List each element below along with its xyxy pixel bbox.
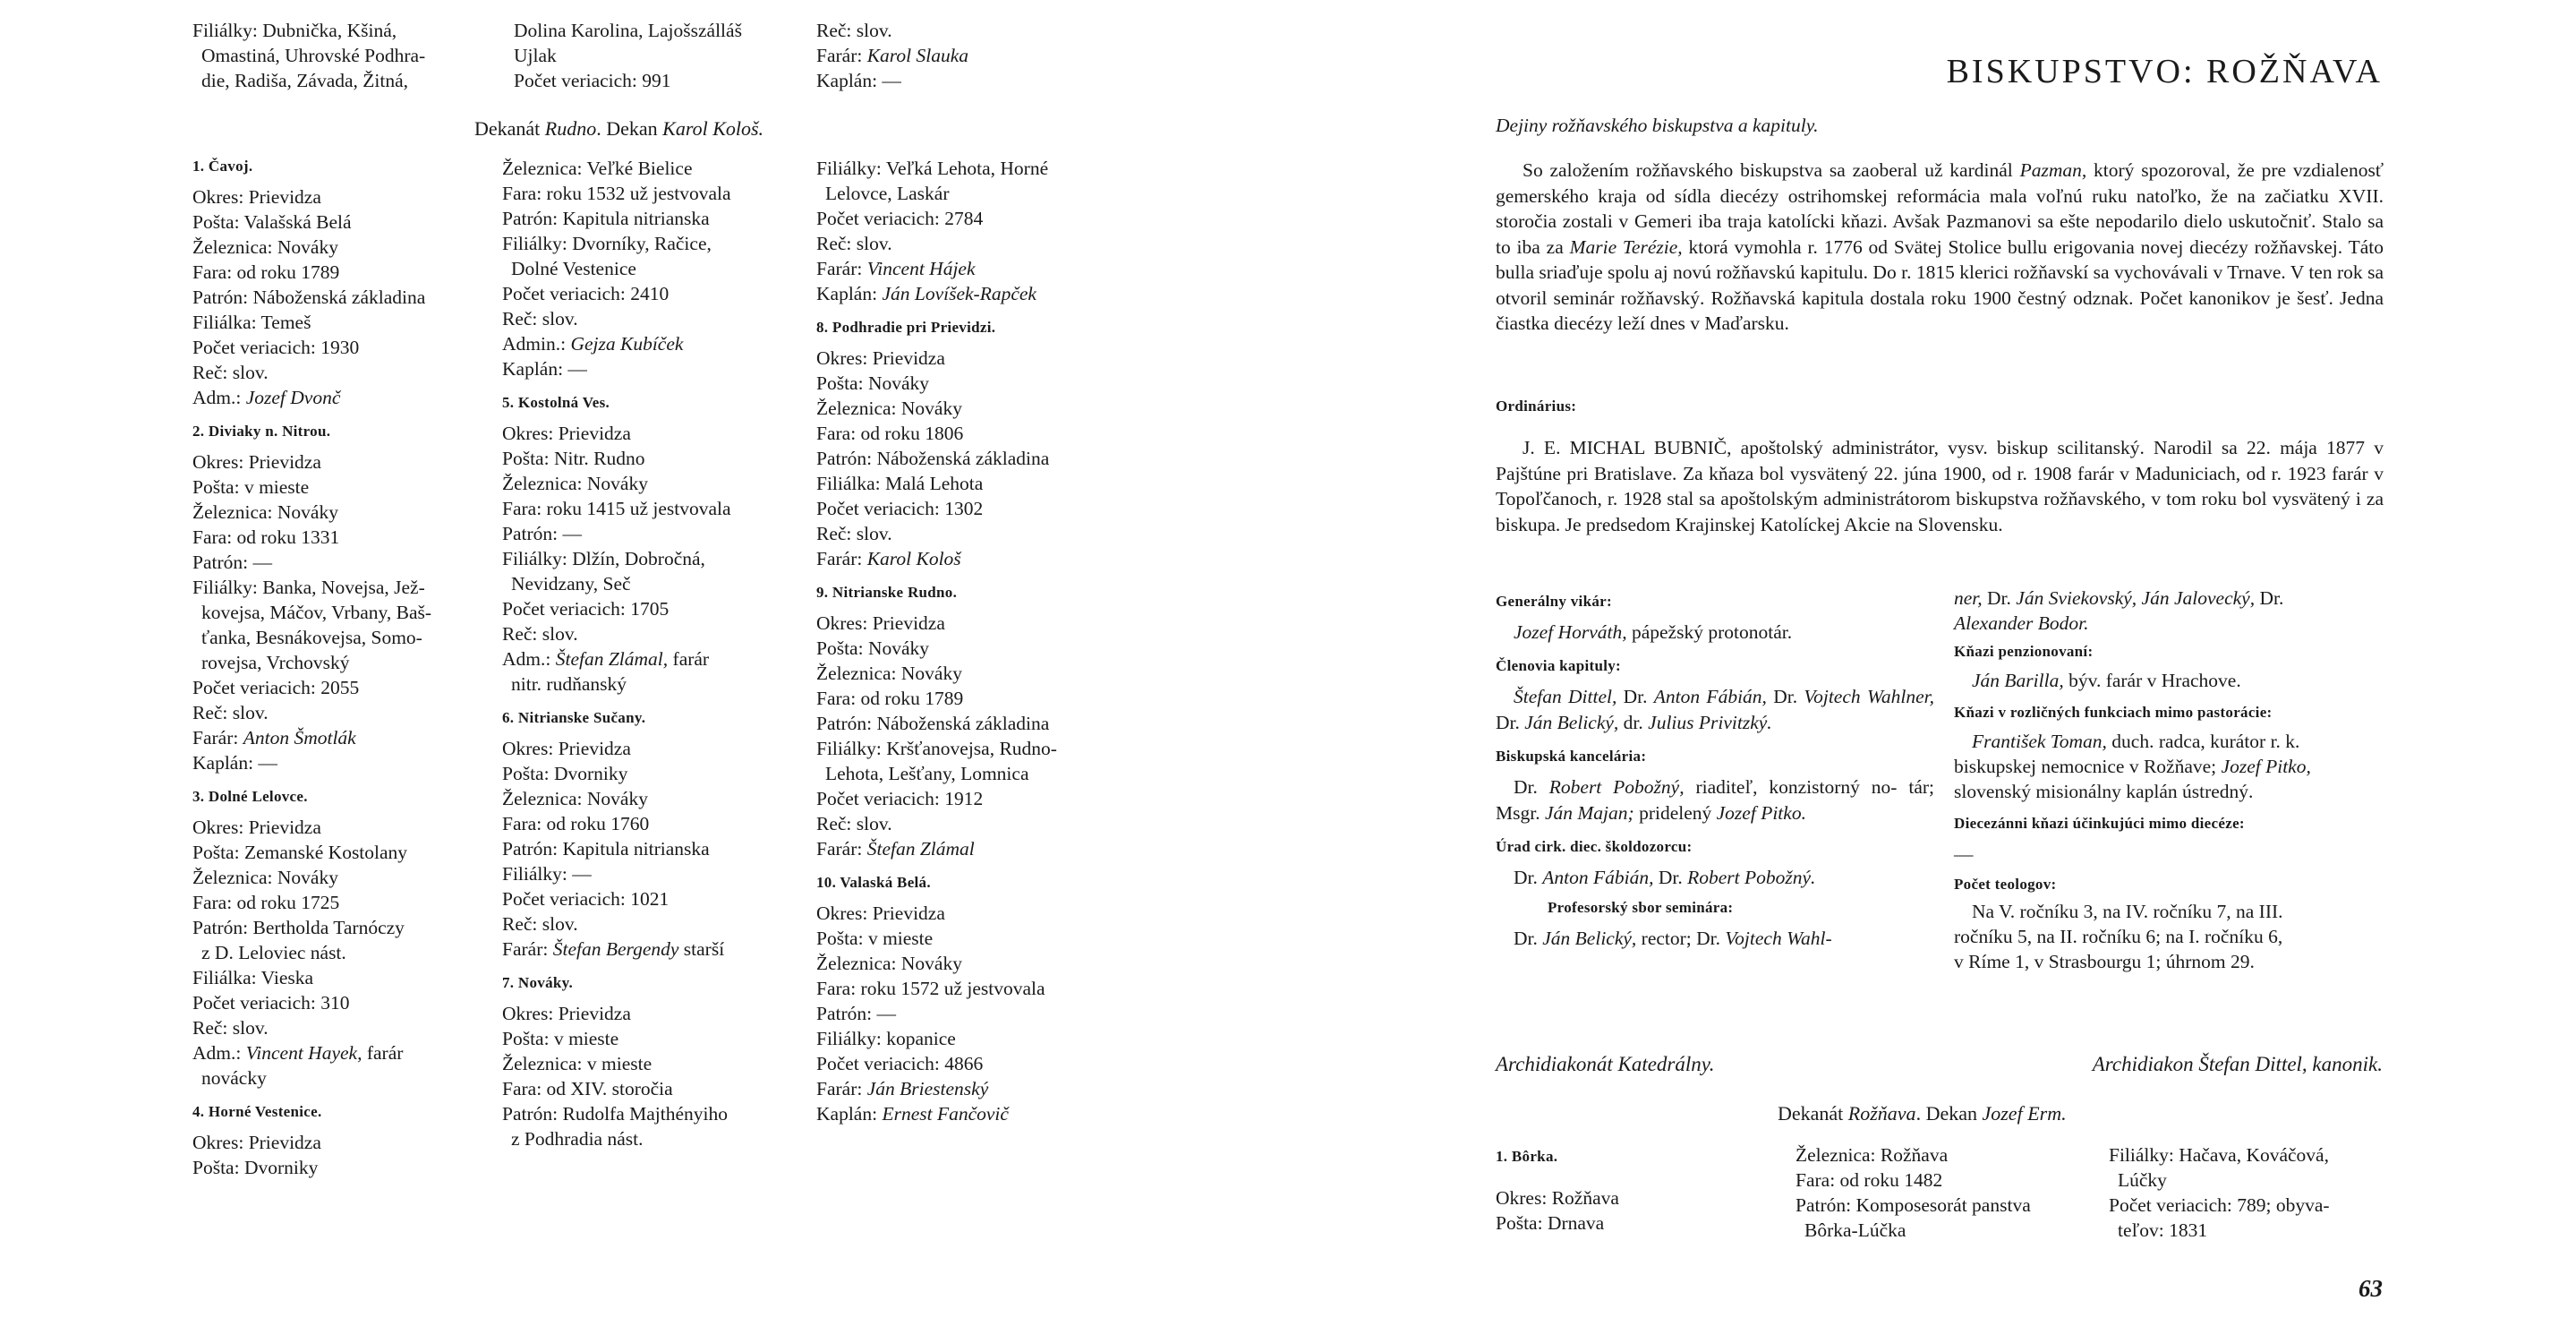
text-line (816, 256, 1121, 281)
top-col-2 (514, 18, 800, 93)
text-line: Filiálky: Kršťanovejsa, Rudno- (816, 738, 1057, 759)
section-heading: Úrad cirk. diec. školdozorcu: (1496, 838, 1693, 855)
text-run: biskupskej nemocnice v Rožňave; (1954, 756, 2222, 777)
text-line: Filiálky: Dvorníky, Račice, (502, 233, 712, 254)
person-name: Ján Briestenský (866, 1078, 989, 1099)
archidiakonat-label: Archidiakonát Katedrálny. (1496, 1053, 1715, 1075)
parish-heading: 1. Bôrka. (1496, 1148, 1558, 1165)
person-name: Ján Belický, (1542, 928, 1637, 949)
text-line (816, 546, 1121, 571)
parish-heading: 7. Nováky. (502, 974, 574, 991)
text-run: Dr. (1496, 711, 1525, 733)
person-name: Ernest Fančovič (882, 1103, 1009, 1125)
text-line: Počet veriacich: 310 (192, 992, 350, 1014)
text-line: Železnica: Nováky (816, 398, 962, 419)
text-line (502, 646, 806, 672)
text-line: Fara: od roku 1806 (816, 423, 964, 444)
parish-heading: 3. Dolné Lelovce. (192, 788, 308, 805)
text-block (1496, 774, 1934, 825)
top-col-1 (192, 18, 488, 93)
label: Dekanát (474, 117, 545, 140)
text-line: Dolné Vestenice (511, 258, 636, 279)
person-name: Robert Pobožný. (1687, 867, 1816, 888)
text-run: ktorá vymohla r. 1776 od Svätej Stolice bullu erigovania novej diecézy rožňavskej. Táto bulla sriaďuje spolu aj novú rožňavskú kapitulu. Do r. 1815 klerici rožňavskí sa vychovávali v Trnave. V ten rok sa otvoril seminár rožňavský. Rožňavská kapitula dostala roku 1900 čestný odznak. Počet kanonikov je šesť. Jedna čiastka diecézy leží dnes v Maďarsku. (1496, 235, 2384, 334)
text-line: z Podhradia nást. (511, 1128, 644, 1150)
person-name: Gejza Kubíček (570, 333, 684, 355)
section-heading: Kňazi v rozličných funkciach mimo pastorácie: (1954, 704, 2273, 721)
person-name: Jozef Pitko. (1716, 801, 1806, 824)
person-name: Pazman, (2019, 159, 2087, 181)
text-line: Patrón: Rudolfa Majthényiho (502, 1103, 728, 1125)
section-heading: Ordinárius: (1496, 398, 1577, 415)
text-line: Patrón: Kapitula nitrianska (502, 208, 710, 229)
label: Farár: (816, 548, 867, 569)
text-line: Pošta: v mieste (502, 1028, 619, 1049)
text-line: Pošta: Drnava (1496, 1212, 1605, 1234)
history-paragraph (1496, 158, 2384, 337)
text-line: Počet veriacich: 2055 (192, 677, 360, 698)
text-line (1496, 865, 1934, 890)
person-name: Ján Lovíšek-Rapček (882, 283, 1036, 304)
text-line: Železnica: Nováky (816, 663, 962, 684)
label: Farár: (816, 838, 867, 860)
person-name: Karol Kološ. (662, 117, 764, 140)
page-number: 63 (2358, 1275, 2383, 1302)
text-line (1954, 668, 2384, 693)
text-line: Fara: od roku 1482 (1796, 1169, 1943, 1191)
section-heading: Počet teologov: (1954, 876, 2057, 893)
person-name: Alexander Bodor. (1954, 612, 2089, 634)
text-line: Fara: roku 1532 už jestvovala (502, 183, 731, 204)
text-line: Filiálka: Temeš (192, 312, 311, 333)
text-line: Pošta: Dvorniky (192, 1157, 319, 1178)
text-line: Pošta: Dvorniky (502, 763, 628, 784)
person-name: Štefan Zlámal, (555, 648, 669, 670)
label: farár (668, 648, 710, 670)
text-line (1954, 729, 2384, 754)
top-col-3 (816, 18, 1103, 93)
person-name: Robert Pobožný, (1548, 776, 1685, 798)
parish-heading: 2. Diviaky n. Nitrou. (192, 423, 331, 440)
text-line: Patrón: Náboženská základina (816, 448, 1050, 469)
text-line (192, 385, 488, 410)
label: Farár: (502, 938, 553, 960)
text-line: Pošta: Zemanské Kostolany (192, 842, 408, 863)
person-name: Ján Jalovecký, (2137, 587, 2256, 609)
text-line: Okres: Prievidza (192, 451, 321, 473)
text-line: Filiálky: Dubnička, Kšiná, (192, 20, 397, 41)
borka-col-3 (2109, 1142, 2395, 1243)
person-name: Vojtech Wahl- (1725, 928, 1832, 949)
parish-heading: 9. Nitrianske Rudno. (816, 584, 958, 601)
text-line: Filiálka: Malá Lehota (816, 473, 984, 494)
text-line: z D. Leloviec nást. (201, 942, 346, 963)
text-line: Reč: slov. (192, 1017, 269, 1039)
text-line: Okres: Prievidza (192, 186, 321, 208)
text-line: Pošta: Nováky (816, 372, 930, 394)
text-line: Filiálky: kopanice (816, 1028, 956, 1049)
text-line (816, 43, 1103, 68)
text-line (816, 281, 1121, 306)
text-run: ktorý spozoroval, že pre vzdialenosť gemerského kraja od sídla diecézy ostrihomskej reformácia mala voľnú ruku natoľko, že na začiatku XVII. storočia zostali v Gemeri iba traja katolícki kňazi. Avšak Pazmanovi sa ešte nepodarilo dielo uskutočniť. Stalo sa to iba za (1496, 159, 2384, 258)
person-name: Anton Šmotlák (243, 727, 356, 748)
text-line (1954, 586, 2384, 611)
label: Farár: (816, 258, 867, 279)
text-line: Fara: roku 1415 už jestvovala (502, 498, 731, 519)
label: Adm.: (192, 1042, 246, 1064)
person-name: Ján Sviekovský, (2016, 587, 2137, 609)
label: Admin.: (502, 333, 571, 355)
text-line: Pošta: Valašská Belá (192, 211, 352, 233)
section-heading: Biskupská kancelária: (1496, 748, 1647, 765)
parish-heading: 8. Podhradie pri Prievidzi. (816, 319, 996, 336)
text-line: Počet veriacich: 789; obyva- (2109, 1194, 2330, 1216)
text-line: Patrón: Náboženská základina (192, 287, 426, 308)
left-col-2 (502, 156, 806, 1151)
text-line: Okres: Prievidza (192, 817, 321, 838)
borka-col-1 (1496, 1146, 1764, 1236)
label: Adm.: (502, 648, 556, 670)
dekanat-heading (1778, 1101, 2067, 1126)
parish-heading: 4. Horné Vestenice. (192, 1103, 322, 1120)
text-line: Okres: Prievidza (816, 612, 945, 634)
text-line: kovejsa, Máčov, Vrbany, Baš- (201, 602, 432, 623)
text-line: die, Radiša, Závada, Žitná, (201, 70, 409, 91)
person-name: Marie Terézie, (1569, 235, 1683, 258)
text-line (192, 1040, 488, 1065)
text-line: Fara: od roku 1789 (816, 688, 964, 709)
text-run: So založením rožňavského biskupstva sa zaoberal už kardinál (1523, 159, 2020, 181)
text-line: Železnica: Nováky (192, 867, 338, 888)
text-line: Železnica: Nováky (502, 473, 648, 494)
text-line: Reč: slov. (192, 362, 269, 383)
section-heading: Profesorský sbor seminára: (1548, 899, 1734, 916)
text-run: rector; Dr. (1636, 928, 1726, 949)
person-name: Ján Barilla, (1972, 670, 2064, 691)
text-line: ročníku 5, na II. ročníku 6; na I. ročníku 6, (1954, 926, 2283, 947)
text-line: Reč: slov. (816, 813, 892, 834)
text-line: Železnica: Veľké Bielice (502, 158, 693, 179)
text-line: Ujlak (514, 45, 557, 66)
text-line: Počet veriacich: 2784 (816, 208, 984, 229)
section-heading: Členovia kapituly: (1496, 657, 1622, 674)
section-heading: Kňazi penzionovaní: (1954, 643, 2094, 660)
label: farár (362, 1042, 404, 1064)
text-line: nitr. rudňanský (511, 673, 627, 695)
text-run: Dr. (1766, 686, 1804, 707)
text-line: Železnica: Rožňava (1796, 1144, 1949, 1166)
text-line: Pošta: v mieste (816, 928, 934, 949)
text-line: Fara: roku 1572 už jestvovala (816, 978, 1045, 999)
text-line: Pošta: v mieste (192, 476, 310, 498)
dekanat-heading (474, 116, 763, 141)
parish-heading: 6. Nitrianske Sučany. (502, 709, 646, 726)
text-line: Počet veriacich: 1930 (192, 337, 360, 358)
text-run: Dr. (1653, 867, 1688, 888)
text-line (816, 1101, 1121, 1126)
text-line: rovejsa, Vrchovský (201, 652, 350, 673)
text-line: Fara: od roku 1789 (192, 261, 340, 283)
ordinarius-paragraph: J. E. MICHAL BUBNIČ, apoštolský administrátor, vysv. biskup scilitanský. Narodil sa 22. mája 1877 v Pajštúne pri Bratislave. Za kňaza bol vysvätený 22. júna 1900, od r. 1908 farár v Maduniciach, od r. 1923 farár v Topoľčanoch, r. 1928 stal sa apoštolským administrátorom biskupstva rožňavského, v tom roku bol vysvätený i za biskupa. Je predsedom Krajinskej Katolíckej Akcie na Slovensku. (1496, 437, 2384, 535)
text-line: Počet veriacich: 991 (514, 70, 671, 91)
text-line: ťanka, Besnákovejsa, Somo- (201, 627, 422, 648)
text-run: pápežský protonotár. (1626, 621, 1793, 643)
text-line (816, 1076, 1121, 1101)
text-line: Počet veriacich: 1021 (502, 888, 670, 910)
text-line (1496, 926, 1934, 951)
text-line: Patrón: Komposesorát panstva (1796, 1194, 2031, 1216)
person-name: Štefan Dittel, (1514, 686, 1617, 707)
label: Adm.: (192, 387, 246, 408)
label: Kaplán: (816, 283, 883, 304)
person-name: Karol Slauka (866, 45, 968, 66)
history-title: Dejiny rožňavského biskupstva a kapituly. (1496, 115, 1819, 136)
person-name: Ján Belický, (1524, 711, 1619, 733)
text-line (192, 725, 488, 750)
text-line: Nevidzany, Seč (511, 573, 631, 595)
text-line: Fara: od roku 1760 (502, 813, 650, 834)
person-name: Vincent Hájek (866, 258, 976, 279)
text-line: Okres: Prievidza (192, 1132, 321, 1153)
text-line: Reč: slov. (502, 308, 578, 329)
text-line: Reč: slov. (502, 623, 578, 645)
label: Dekanát (1778, 1102, 1848, 1125)
section-heading: Generálny vikár: (1496, 593, 1612, 610)
right-col-1 (1496, 591, 1934, 958)
label: . Dekan (596, 117, 663, 140)
text-line (816, 836, 1121, 861)
text-line: Počet veriacich: 2410 (502, 283, 670, 304)
text-line: Fara: od roku 1331 (192, 526, 340, 548)
text-line: Počet veriacich: 1302 (816, 498, 984, 519)
right-col-2 (1954, 586, 2384, 974)
text-line: Kaplán: — (502, 358, 587, 380)
text-line: Železnica: Nováky (816, 953, 962, 974)
parish-heading: 5. Kostolná Ves. (502, 394, 610, 411)
text-line: Filiálky: Veľká Lehota, Horné (816, 158, 1049, 179)
text-line: Počet veriacich: 4866 (816, 1053, 984, 1074)
label: Farár: (192, 727, 243, 748)
text-run: tár; Msgr. (1496, 776, 1935, 824)
parish-heading: 1. Čavoj. (192, 158, 253, 175)
archidiakon-label: Archidiakon Štefan Dittel, kanonik. (2092, 1053, 2383, 1075)
borka-col-2 (1796, 1142, 2100, 1243)
text-run: Dr. (1514, 776, 1549, 798)
text-line: Filiálky: — (502, 863, 592, 885)
text-line: Patrón: — (502, 523, 582, 544)
person-name: Vojtech (1804, 686, 1861, 707)
text-line: Reč: slov. (816, 523, 892, 544)
text-line: v Ríme 1, v Strasbourgu 1; úhrnom 29. (1954, 951, 2255, 972)
person-name: Jozef Dvonč (245, 387, 341, 408)
text-line: Fara: od XIV. storočia (502, 1078, 673, 1099)
text-line: Kaplán: — (192, 752, 277, 774)
person-name: Štefan Bergendy (552, 938, 679, 960)
text-line: Okres: Prievidza (502, 1003, 631, 1024)
text-line: Okres: Prievidza (816, 347, 945, 369)
text-line (502, 331, 806, 356)
text-block (1496, 684, 1934, 735)
text-line: Patrón: — (192, 552, 272, 573)
person-name: Wahlner, (1866, 686, 1934, 707)
text-line: Okres: Rožňava (1496, 1187, 1619, 1209)
text-line: Lehota, Lešťany, Lomnica (825, 763, 1029, 784)
text-run: Dr. (1514, 928, 1543, 949)
text-line: teľov: 1831 (2118, 1219, 2208, 1241)
text-run: riaditeľ, konzistorný no- (1684, 776, 1898, 798)
text-line: Lelovce, Laskár (825, 183, 950, 204)
text-run: Dr. (1514, 867, 1543, 888)
person-name: František Toman, (1972, 731, 2107, 752)
left-col-3 (816, 156, 1121, 1126)
person-name: Jozef Pitko, (2221, 756, 2311, 777)
text-run: dr. (1618, 711, 1649, 733)
text-line: Filiálky: Hačava, Kováčová, (2109, 1144, 2329, 1166)
person-name: Anton Fábián, (1653, 686, 1767, 707)
text-line: Železnica: Nováky (502, 788, 648, 809)
text-run: Dr. (1982, 587, 2017, 609)
text-line: Počet veriacich: 1912 (816, 788, 984, 809)
text-line: Filiálka: Vieska (192, 967, 314, 988)
label: Kaplán: (816, 1103, 883, 1125)
text-line: Počet veriacich: 1705 (502, 598, 670, 620)
person-name: Julius Privitzký. (1648, 711, 1772, 733)
person-name: Karol Kološ (866, 548, 961, 569)
person-name: ner, (1954, 587, 1983, 609)
text-line: Reč: slov. (502, 913, 578, 935)
text-line (502, 937, 806, 962)
text-line: Kaplán: — (816, 70, 901, 91)
text-line: Okres: Prievidza (502, 738, 631, 759)
text-line: — (1954, 843, 1974, 865)
text-line: Patrón: — (816, 1003, 896, 1024)
text-line: Patrón: Kapitula nitrianska (502, 838, 710, 860)
text-line: Patrón: Bertholda Tarnóczy (192, 917, 405, 938)
parish-heading: 10. Valaská Belá. (816, 874, 931, 891)
left-col-1 (192, 156, 488, 1180)
text-line: Dolina Karolina, Lajošszálláš (514, 20, 742, 41)
person-name: Štefan Zlámal (866, 838, 975, 860)
person-name: Anton Fábián, (1542, 867, 1654, 888)
text-run: býv. farár v Hrachove. (2063, 670, 2241, 691)
text-line (1954, 754, 2384, 779)
text-run: pridelený (1633, 801, 1717, 824)
label: Farár: (816, 45, 867, 66)
text-line: Lúčky (2118, 1169, 2167, 1191)
text-line: Bôrka-Lúčka (1804, 1219, 1906, 1241)
text-line: Patrón: Náboženská základina (816, 713, 1050, 734)
page-title: BISKUPSTVO: ROŽŇAVA (1946, 53, 2383, 90)
person-name: Ján Majan; (1544, 801, 1634, 824)
person-name: Jozef Horváth, (1514, 621, 1627, 643)
place-name: Rudno (544, 117, 597, 140)
text-line: slovenský misionálny kaplán ústredný. (1954, 781, 2254, 802)
text-line: Okres: Prievidza (502, 423, 631, 444)
text-run: Dr. (2255, 587, 2284, 609)
text-line: Filiálky: Dlžín, Dobročná, (502, 548, 705, 569)
text-line: novácky (201, 1067, 267, 1089)
text-line: Reč: slov. (816, 233, 892, 254)
label: Farár: (816, 1078, 867, 1099)
text-line: Železnica: v mieste (502, 1053, 653, 1074)
label: . Dekan (1915, 1102, 1983, 1125)
text-line: Fara: od roku 1725 (192, 892, 340, 913)
text-run: Dr. (1616, 686, 1654, 707)
text-line: Železnica: Nováky (192, 501, 338, 523)
text-run: duch. radca, kurátor r. k. (2106, 731, 2300, 752)
text-line: Reč: slov. (816, 20, 892, 41)
person-name: Jozef Erm. (1982, 1102, 2067, 1125)
text-line: Omastiná, Uhrovské Podhra- (201, 45, 426, 66)
place-name: Rožňava (1847, 1102, 1916, 1125)
text-line: Filiálky: Banka, Novejsa, Jež- (192, 577, 425, 598)
text-line: Pošta: Nitr. Rudno (502, 448, 645, 469)
text-line: Reč: slov. (192, 702, 269, 723)
text-line (1496, 620, 1934, 645)
person-name: Vincent Hayek, (245, 1042, 363, 1064)
text-line: Pošta: Nováky (816, 637, 930, 659)
text-line: Okres: Prievidza (816, 902, 945, 924)
text-line: Železnica: Nováky (192, 236, 338, 258)
text-line: Na V. ročníku 3, na IV. ročníku 7, na III. (1972, 901, 2283, 922)
label: starší (678, 938, 725, 960)
section-heading: Diecezánni kňazi účinkujúci mimo diecéze: (1954, 815, 2245, 832)
